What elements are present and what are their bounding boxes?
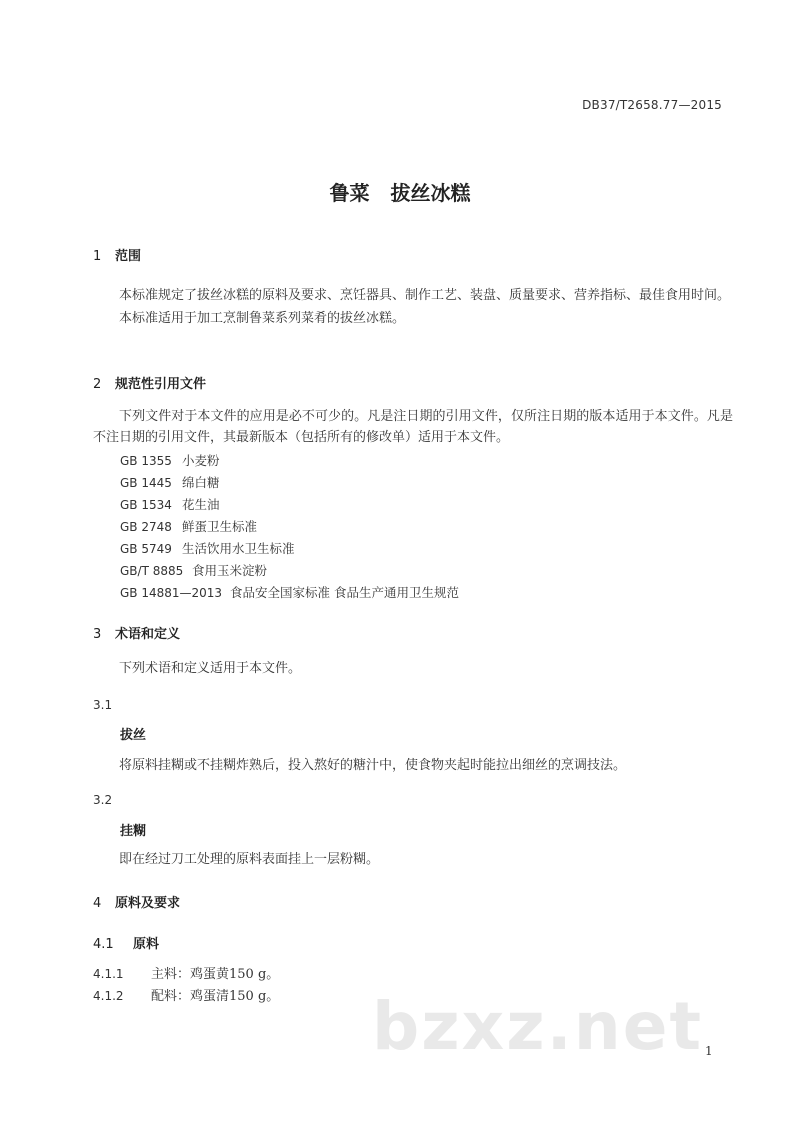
clause-number: 3.2 [93,793,113,807]
clause-text: 主料：鸡蛋黄150 g。 [151,967,280,982]
term-3-1-number [93,694,733,713]
reference-name: 食品安全国家标准 食品生产通用卫生规范 [230,585,459,600]
reference-item [93,494,733,516]
reference-name: 绵白糖 [182,475,220,490]
subsection-4-1 [93,933,733,952]
clause-text: 配料：鸡蛋清150 g。 [151,989,280,1004]
reference-item [93,516,733,538]
paragraph: 下列术语和定义适用于本文件。 [119,661,302,676]
term-definition: 将原料挂糊或不挂糊炸熟后，投入熬好的糖汁中，使食物夹起时能拉出细丝的烹调技法。 [119,758,627,773]
section-3 [93,623,733,642]
term-name: 拔丝 [120,728,147,743]
section-1-body [93,285,733,329]
section-2 [93,373,733,392]
section-heading [93,892,733,911]
section-title: 术语和定义 [115,627,181,642]
reference-code: GB/T 8885 [120,564,184,578]
watermark: bzxz.net [372,988,704,1065]
section-4 [93,892,733,911]
reference-name: 鲜蛋卫生标准 [182,519,258,534]
section-number: 1 [93,249,102,264]
section-number: 2 [93,377,102,392]
section-title: 规范性引用文件 [115,377,207,392]
reference-name: 小麦粉 [182,453,220,468]
section-1 [93,245,733,264]
reference-code: GB 5749 [120,542,172,556]
reference-name: 花生油 [182,497,220,512]
clause-number: 3.1 [93,698,113,712]
subsection-heading [93,933,733,952]
clause-item [93,963,733,982]
reference-list [93,450,733,604]
reference-item [93,560,733,582]
reference-code: GB 1355 [120,454,172,468]
term-name: 挂糊 [120,824,147,839]
section-title: 原料及要求 [115,896,181,911]
reference-name: 生活饮用水卫生标准 [182,541,295,556]
section-heading [93,245,733,264]
clause-number: 4.1.2 [93,989,124,1003]
reference-code: GB 2748 [120,520,172,534]
section-heading [93,623,733,642]
paragraph: 本标准规定了拔丝冰糕的原料及要求、烹饪器具、制作工艺、装盘、质量要求、营养指标、最佳食用时间。 [119,288,731,303]
reference-code: GB 1445 [120,476,172,490]
term-3-2-number [93,789,733,808]
reference-name: 食用玉米淀粉 [192,563,268,578]
reference-item [93,582,733,604]
reference-code: GB 14881—2013 [120,586,223,600]
reference-item [93,450,733,472]
term-3-1 [93,724,733,743]
paragraph: 下列文件对于本文件的应用是必不可少的。凡是注日期的引用文件，仅所注日期的版本适用于本文件。凡是不注日期的引用文件，其最新版本（包括所有的修改单）适用于本文件。 [93,409,733,445]
page-number: 1 [705,1044,713,1058]
section-heading [93,373,733,392]
reference-code: GB 1534 [120,498,172,512]
clause-4-1-1 [93,963,733,982]
term-3-2-definition [93,849,733,870]
reference-item [93,538,733,560]
term-definition: 即在经过刀工处理的原料表面挂上一层粉糊。 [119,852,380,867]
clause-number: 4.1.1 [93,967,124,981]
section-title: 范围 [115,249,142,264]
paragraph: 本标准适用于加工烹制鲁菜系列菜肴的拔丝冰糕。 [119,311,406,326]
subsection-number: 4.1 [93,937,114,952]
term-3-2 [93,820,733,839]
reference-item [93,472,733,494]
term-3-1-definition [93,755,733,776]
section-number: 3 [93,627,102,642]
document-title: 鲁菜 拔丝冰糕 [329,181,471,205]
section-number: 4 [93,896,102,911]
document-code: DB37/T2658.77—2015 [582,98,722,112]
section-3-intro [93,658,733,679]
subsection-title: 原料 [133,937,160,952]
section-2-body [93,406,733,604]
